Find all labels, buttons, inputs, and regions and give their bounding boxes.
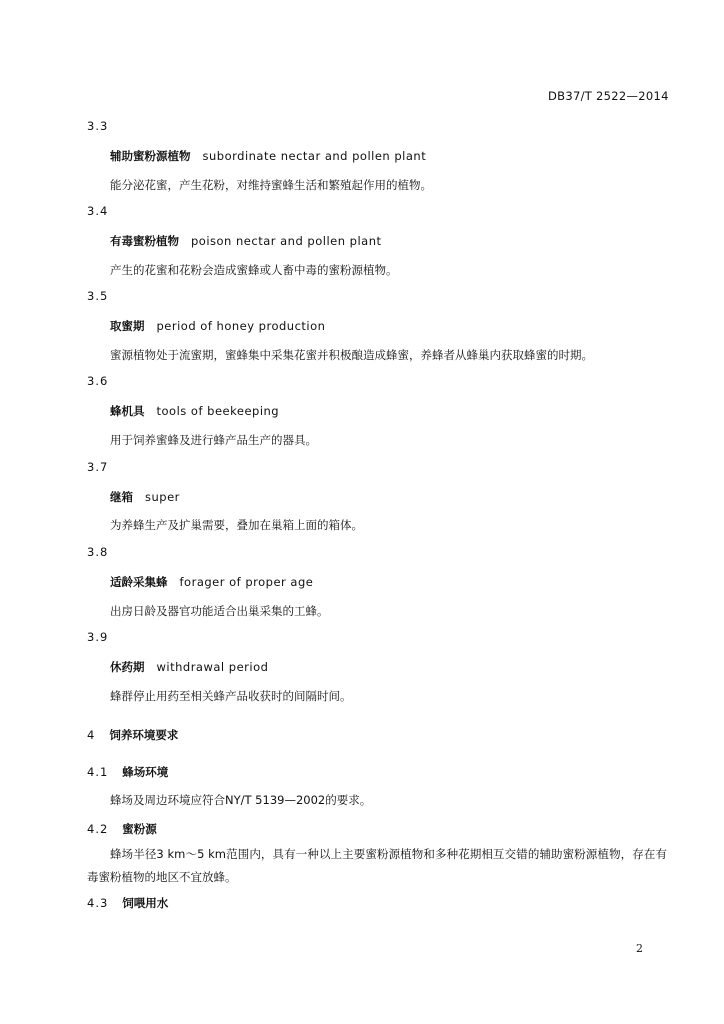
term-chinese: 休药期: [110, 660, 145, 674]
term-title: [110, 233, 382, 249]
term-definition: 能分泌花蜜，产生花粉，对维持蜜蜂生活和繁殖起作用的植物。: [110, 178, 432, 192]
term-chinese: 辅助蜜粉源植物: [110, 149, 191, 163]
term-number: 3.7: [87, 460, 109, 474]
term-number: 3.3: [87, 119, 109, 133]
term-number: 3.5: [87, 289, 109, 303]
subsection-title: 蜂场环境: [122, 765, 169, 779]
term-definition: 为养蜂生产及扩巢需要，叠加在巢箱上面的箱体。: [110, 518, 363, 532]
subsection-title: 饲喂用水: [122, 896, 169, 910]
paragraph: 蜂场及周边环境应符合NY/T 5139—2002的要求。: [110, 793, 372, 807]
term-english: tools of beekeeping: [156, 404, 280, 418]
term-chinese: 蜂机具: [110, 404, 145, 418]
term-english: forager of proper age: [179, 575, 314, 589]
term-number: 3.4: [87, 204, 109, 218]
subsection-number: 4.3: [87, 896, 109, 910]
term-title: [110, 574, 313, 590]
term-title: [110, 148, 426, 164]
term-definition: 用于饲养蜜蜂及进行蜂产品生产的器具。: [110, 433, 317, 447]
term-title: [110, 318, 325, 334]
term-english: withdrawal period: [156, 660, 269, 674]
subsection-heading: [87, 895, 168, 911]
term-title: [110, 403, 279, 419]
term-english: subordinate nectar and pollen plant: [202, 149, 427, 163]
term-title: [110, 659, 268, 675]
term-definition: 产生的花蜜和花粉会造成蜜蜂或人畜中毒的蜜粉源植物。: [110, 263, 398, 277]
subsection-heading: [87, 764, 168, 780]
subsection-heading: [87, 821, 157, 837]
term-chinese: 有毒蜜粉植物: [110, 234, 179, 248]
term-english: period of honey production: [156, 319, 326, 333]
term-chinese: 适龄采集蜂: [110, 575, 168, 589]
term-definition: 出房日龄及器官功能适合出巢采集的工蜂。: [110, 604, 329, 618]
term-definition: 蜜源植物处于流蜜期，蜜蜂集中采集花蜜并积极酿造成蜂蜜，养蜂者从蜂巢内获取蜂蜜的时期。: [110, 348, 593, 362]
term-title: [110, 489, 180, 505]
term-number: 3.6: [87, 374, 109, 388]
section-number: 4: [87, 728, 96, 742]
term-english: poison nectar and pollen plant: [191, 234, 382, 248]
paragraph: 蜂场半径3 km～5 km范围内，具有一种以上主要蜜粉源植物和多种花期相互交错的辅助蜜粉源植物，存在有毒蜜粉植物的地区不宜放蜂。: [87, 847, 667, 884]
term-definition: 蜂群停止用药至相关蜂产品收获时的间隔时间。: [110, 689, 352, 703]
subsection-number: 4.2: [87, 822, 109, 836]
section-heading: [87, 727, 178, 743]
subsection-number: 4.1: [87, 765, 109, 779]
term-number: 3.9: [87, 630, 109, 644]
page-number: 2: [636, 942, 643, 955]
term-chinese: 取蜜期: [110, 319, 145, 333]
term-chinese: 继箱: [110, 490, 133, 504]
term-english: super: [145, 490, 180, 504]
section-title: 饲养环境要求: [109, 728, 179, 742]
term-number: 3.8: [87, 545, 109, 559]
subsection-title: 蜜粉源: [122, 822, 157, 836]
document-header-id: DB37/T 2522—2014: [548, 89, 669, 103]
